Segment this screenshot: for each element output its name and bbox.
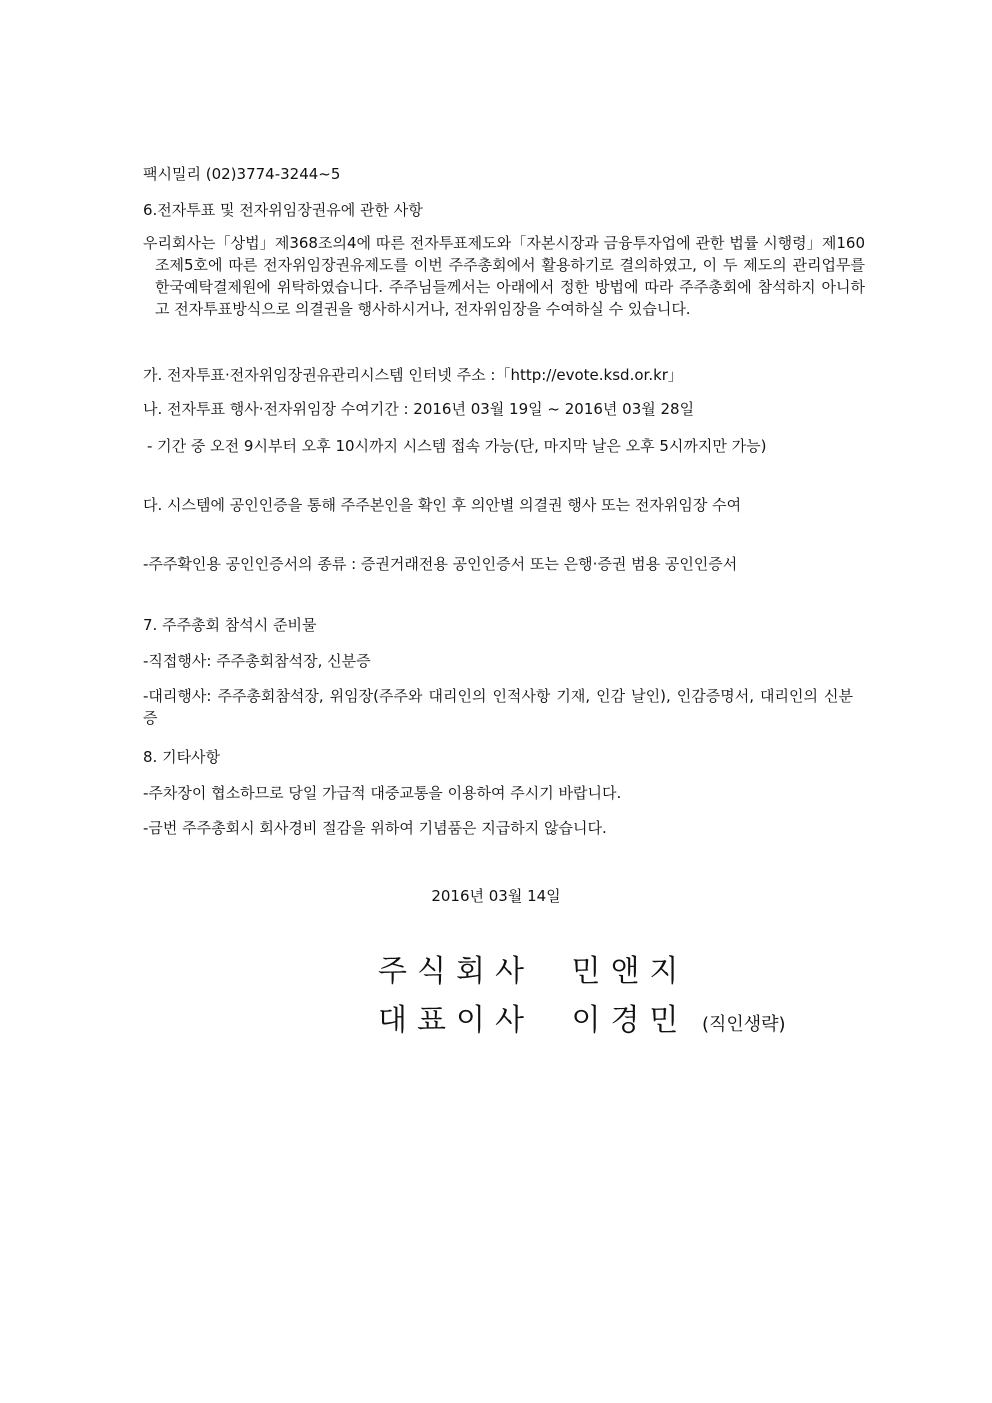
document-date: 2016년 03월 14일 bbox=[431, 887, 561, 905]
direct-exercise: -직접행사: 주주총회참석장, 신분증 bbox=[143, 652, 371, 670]
cert-type: -주주확인용 공인인증서의 종류 : 증권거래전용 공인인증서 또는 은행·증권 범용 공인인증서 bbox=[143, 555, 738, 573]
proxy-exercise: -대리행사: 주주총회참석장, 위임장(주주와 대리인의 인적사항 기재, 인감 날인), 인감증명서, 대리인의 신분증 bbox=[143, 687, 853, 727]
item-da: 다. 시스템에 공인인증을 통해 주주본인을 확인 후 의안별 의결권 행사 또는 전자위임장 수여 bbox=[143, 496, 742, 514]
company-label: 주식회사 bbox=[378, 954, 534, 989]
gift-notice: -금번 주주총회시 회사경비 절감을 위하여 기념품은 지급하지 않습니다. bbox=[143, 819, 607, 837]
section-6-paragraph: 우리회사는「상법」제368조의4에 따른 전자투표제도와「자본시장과 금융투자업에 관한 법률 시행령」제160조제5호에 따른 전자위임장권유제도를 이번 주주총회에서 활용하기로 결의하였고, 이 두 제도의 관리업무를 한국예탁결제원에 위탁하였습니다. 주주님들께서는 아래에서 정한 방법에 따라 주주총회에 참석하지 아니하고 전자투표방식으로 의결권을 행사하시거나, 전자위임장을 수여하실 수 있습니다. bbox=[143, 234, 865, 318]
rep-name: 이경민 bbox=[571, 1003, 689, 1038]
company-signature bbox=[378, 954, 688, 990]
section-7-title: 7. 주주총회 참석시 준비물 bbox=[143, 616, 317, 634]
item-na-sub: - 기간 중 오전 9시부터 오후 10시까지 시스템 접속 가능(단, 마지막 날은 오후 5시까지만 가능) bbox=[147, 437, 767, 455]
parking-notice: -주차장이 협소하므로 당일 가급적 대중교통을 이용하여 주시기 바랍니다. bbox=[143, 784, 622, 802]
item-ga: 가. 전자투표·전자위임장권유관리시스템 인터넷 주소 :「http://evote.ksd.or.kr」 bbox=[143, 366, 683, 384]
section-6-title: 6.전자투표 및 전자위임장권유에 관한 사항 bbox=[143, 201, 423, 219]
section-8-title: 8. 기타사항 bbox=[143, 748, 221, 766]
rep-label: 대표이사 bbox=[378, 1003, 534, 1038]
seal-omitted-note: (직인생략) bbox=[701, 1014, 786, 1035]
company-name: 민앤지 bbox=[571, 954, 689, 989]
fax-line: 팩시밀리 (02)3774-3244~5 bbox=[143, 165, 341, 183]
item-na: 나. 전자투표 행사·전자위임장 수여기간 : 2016년 03월 19일 ~ 2016년 03월 28일 bbox=[143, 400, 695, 418]
representative-signature bbox=[378, 1003, 786, 1043]
